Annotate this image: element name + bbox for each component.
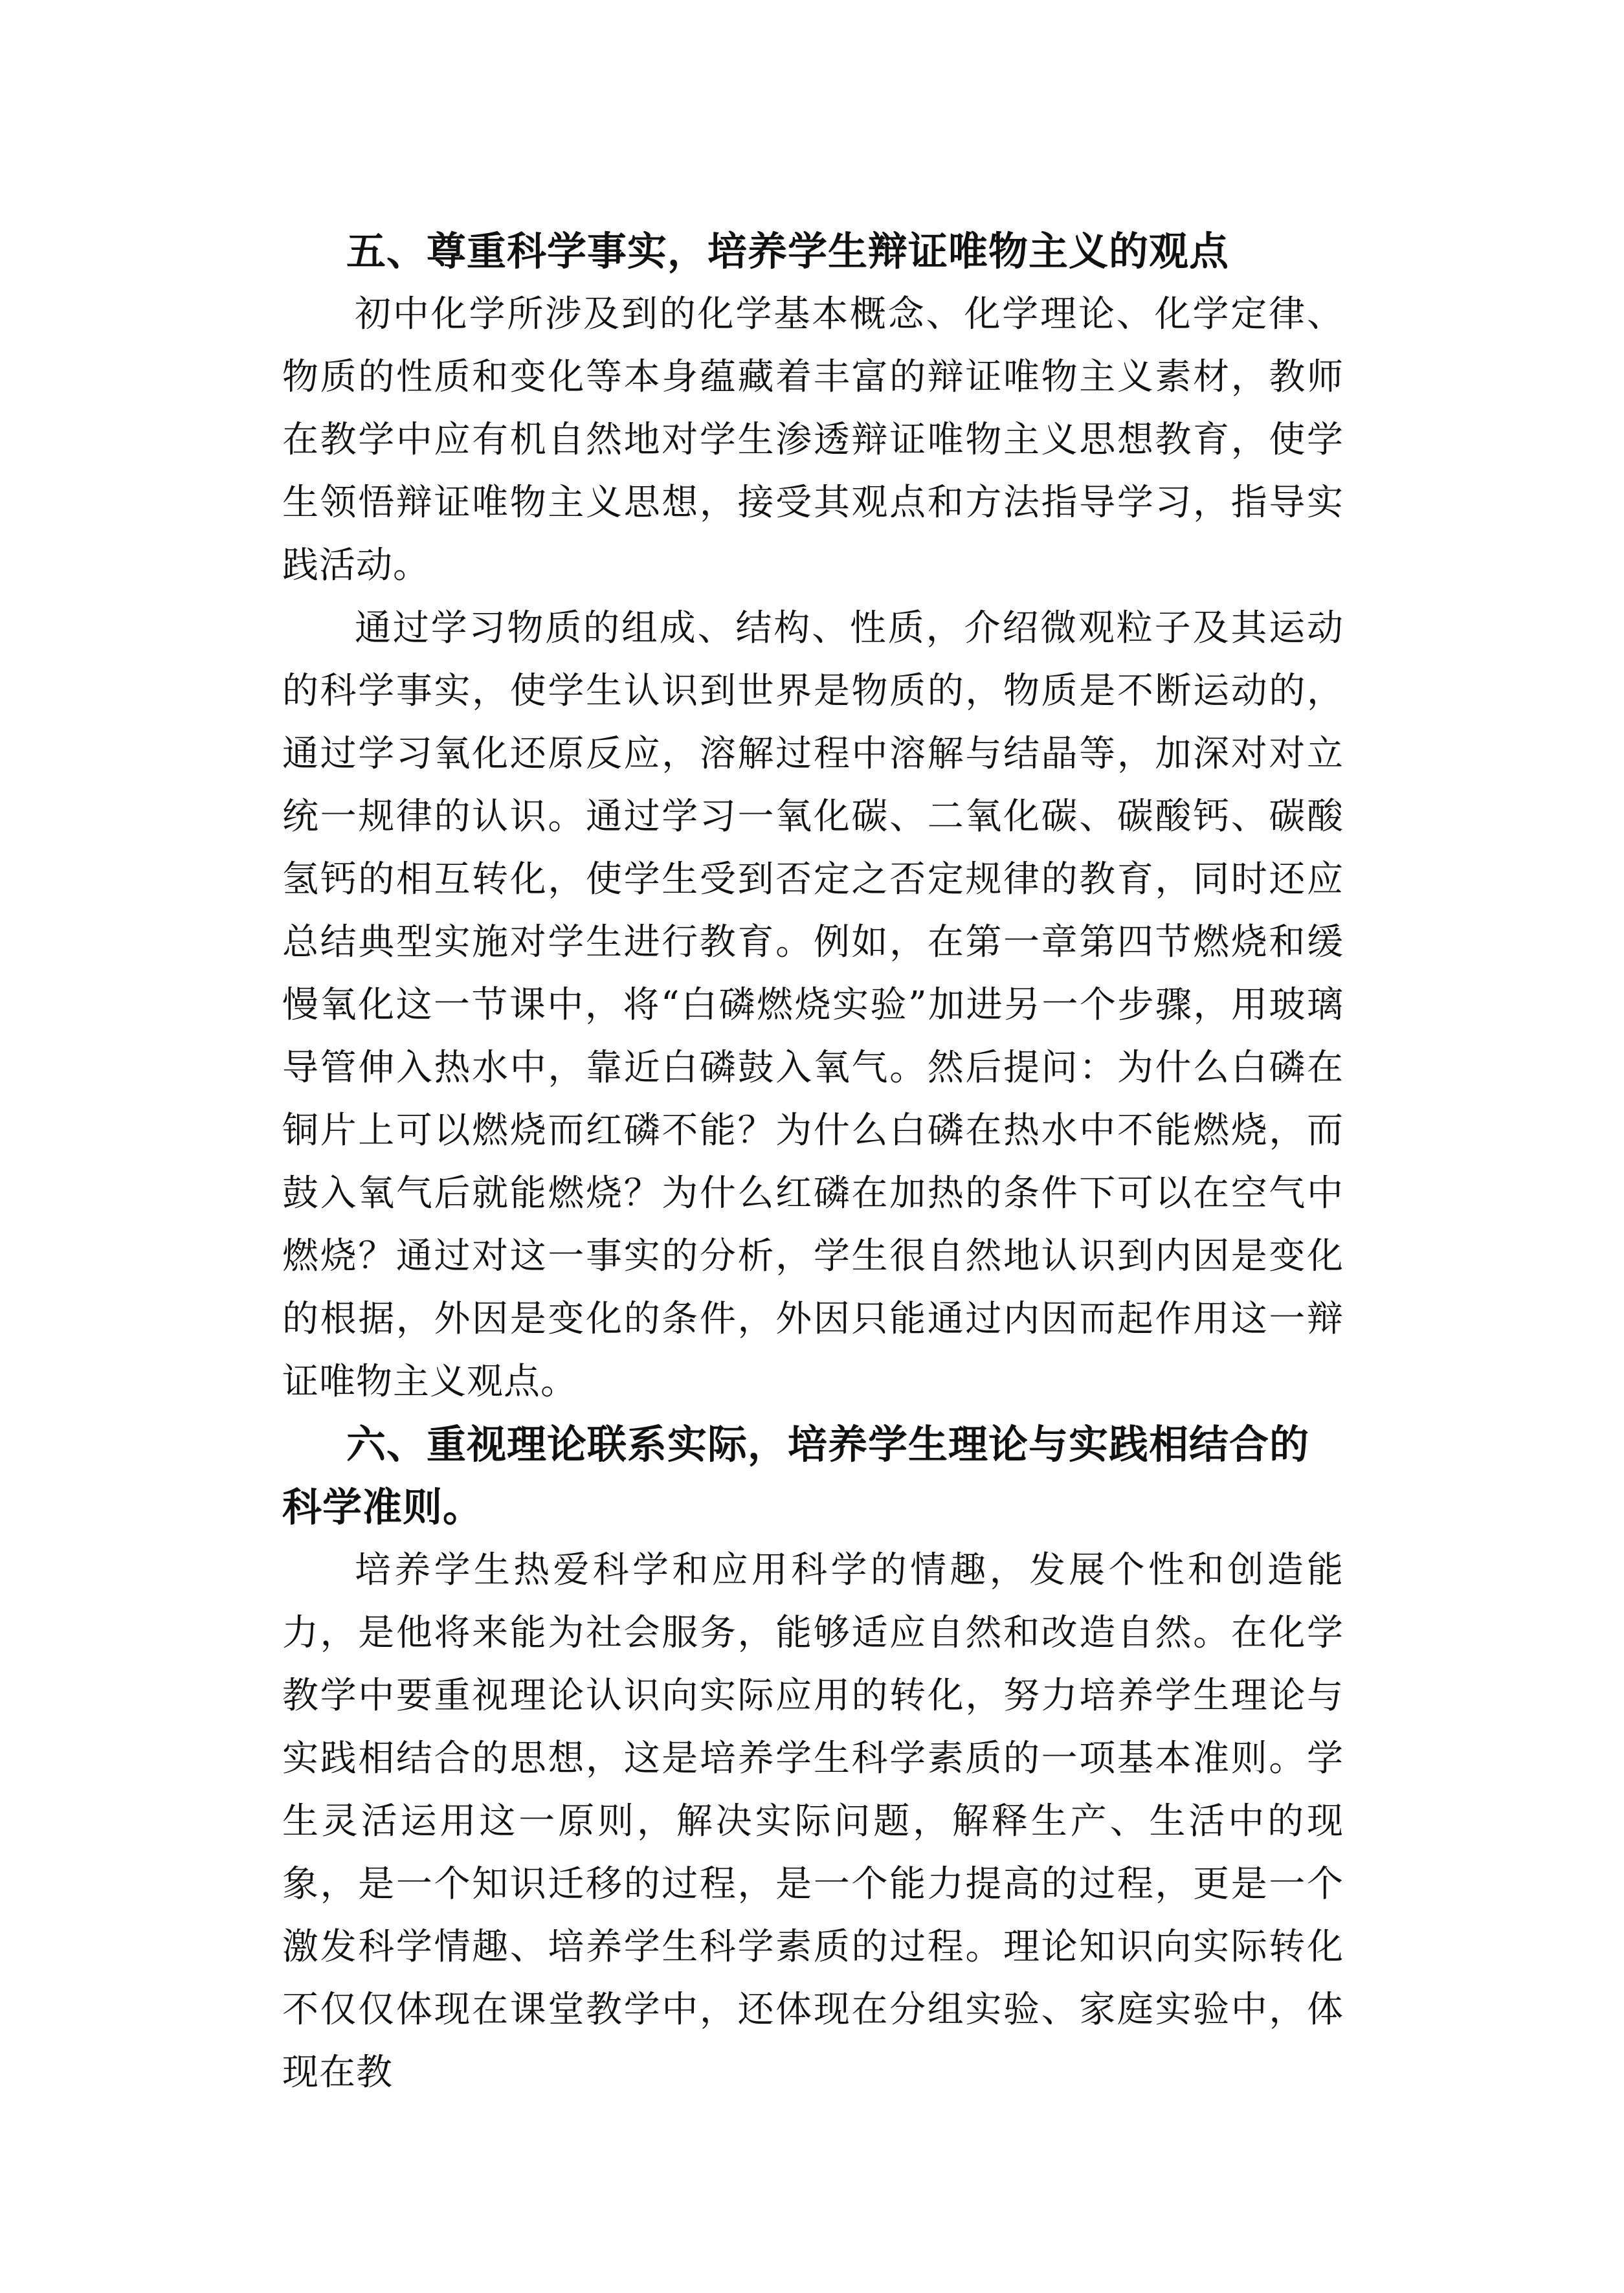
document-page — [282, 220, 1344, 2104]
section-5-paragraph-1: 初中化学所涉及到的化学基本概念、化学理论、化学定律、物质的性质和变化等本身蕴藏着丰富的辩证唯物主义素材，教师在教学中应有机自然地对学生渗透辩证唯物主义思想教育，使学生领悟辩证唯物主义思想，接受其观点和方法指导学习，指导实践活动。 — [282, 293, 1344, 587]
section-5-heading: 五、尊重科学事实，培养学生辩证唯物主义的观点 — [346, 229, 1230, 274]
section-6-paragraph-1: 培养学生热爱科学和应用科学的情趣，发展个性和创造能力，是他将来能为社会服务，能够适应自然和改造自然。在化学教学中要重视理论认识向实际应用的转化，努力培养学生理论与实践相结合的思想，这是培养学生科学素质的一项基本准则。学生灵活运用这一原则，解决实际问题，解释生产、生活中的现象，是一个知识迁移的过程，是一个能力提高的过程，更是一个激发科学情趣、培养学生科学素质的过程。理论知识向实际转化不仅仅体现在课堂教学中，还体现在分组实验、家庭实验中，体现在教 — [282, 1549, 1344, 2094]
section-6-heading: 六、重视理论联系实际，培养学生理论与实践相结合的科学准则。 — [282, 1422, 1310, 1530]
section-5-paragraph-2: 通过学习物质的组成、结构、性质，介绍微观粒子及其运动的科学事实，使学生认识到世界是物质的，物质是不断运动的，通过学习氧化还原反应，溶解过程中溶解与结晶等，加深对对立统一规律的认识。通过学习一氧化碳、二氧化碳、碳酸钙、碳酸氢钙的相互转化，使学生受到否定之否定规律的教育，同时还应总结典型实施对学生进行教育。例如，在第一章第四节燃烧和缓慢氧化这一节课中，将“白磷燃烧实验”加进另一个步骤，用玻璃导管伸入热水中，靠近白磷鼓入氧气。然后提问：为什么白磷在铜片上可以燃烧而红磷不能？为什么白磷在热水中不能燃烧，而鼓入氧气后就能燃烧？为什么红磷在加热的条件下可以在空气中燃烧？通过对这一事实的分析，学生很自然地认识到内因是变化的根据，外因是变化的条件，外因只能通过内因而起作用这一辩证唯物主义观点。 — [282, 607, 1344, 1403]
